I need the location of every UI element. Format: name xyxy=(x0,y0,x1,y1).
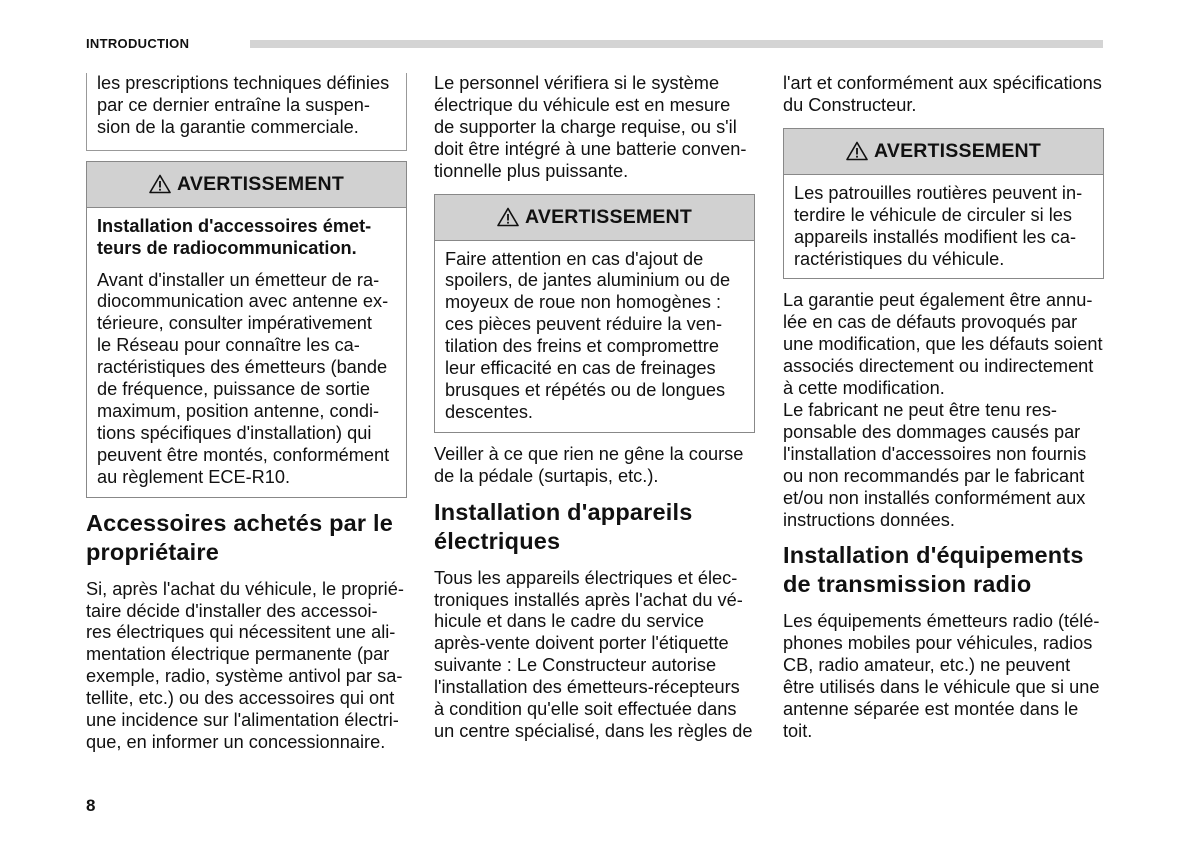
paragraph-continued: l'art et conformément aux spécifications du Constructeur. xyxy=(783,73,1102,115)
page-number: 8 xyxy=(86,796,96,815)
header-rule xyxy=(250,40,1103,48)
column-3 xyxy=(783,73,1104,743)
section-paragraph-electrical: Tous les appareils électriques et élec- troniques installés après l'achat du vé- hicule et dans le cadre du service après-vente doivent porter l'étiquette suivante : Le Constructeur autorise l'installation des émetteurs-récepteurs à condition qu'elle soit effectuée dans un centre spécialisé, dans les règles de xyxy=(434,567,753,741)
section-heading-electrical: Installation d'appareils électriques xyxy=(434,498,693,554)
warning-body xyxy=(87,208,406,497)
warning-box xyxy=(86,161,407,498)
continued-warning-text: les prescriptions techniques définies par ce dernier entraîne la suspen- sion de la garantie commerciale. xyxy=(97,73,390,137)
paragraph-pedal: Veiller à ce que rien ne gêne la course de la pédale (surtapis, etc.). xyxy=(434,443,744,486)
section-heading-radio: Installation d'équipements de transmission radio xyxy=(783,542,1084,598)
warning-text: Avant d'installer un émetteur de ra- diocommunication avec antenne ex- térieure, consulter impérativement le Réseau pour connaître les ca- ractéristiques des émetteurs (bande de fréquence, puissance de sortie maximum, position antenne, condi- tions spécifiques d'installation) qui peuvent être montés, conformément au règlement ECE-R10. xyxy=(97,269,390,487)
paragraph-warranty: La garantie peut également être annu- lée en cas de défauts provoqués par une modification, que les défauts soient associés directement ou indirectement à cette modification. Le fabricant ne peut être tenu res- ponsable des dommages causés par l'installation d'accessoires non fournis ou non recommandés par le fabricant et/ou non installés conformément aux instructions données. xyxy=(783,290,1103,530)
paragraph-electrical-check: Le personnel vérifiera si le système électrique du véhicule est en mesure de supporter la charge requise, ou s'il doit être intégré à une batterie conven- tionnelle plus puissante. xyxy=(434,73,747,181)
warning-box xyxy=(434,194,755,433)
warning-body xyxy=(435,241,754,432)
warning-triangle-icon xyxy=(149,174,171,194)
warning-body xyxy=(784,175,1103,279)
section-title: INTRODUCTION xyxy=(86,36,190,51)
warning-box xyxy=(783,128,1104,280)
section-paragraph-accessories: Si, après l'achat du véhicule, le proprié- taire décide d'installer des accessoi- res électriques qui nécessitent une ali- mentation électrique permanente (par exemple, radio, système antivol par sa- tellite, etc.) ou des accessoires qui ont une incidence sur l'alimentation électri- que, en informer un concessionnaire. xyxy=(86,578,404,752)
warning-text: Faire attention en cas d'ajout de spoilers, de jantes aluminium ou de moyeux de roue non homogènes : ces pièces peuvent réduire la ven- tilation des freins et compromettre leur efficacité en cas de freinages brusques et répétés ou de longues descentes. xyxy=(445,248,731,422)
warning-header xyxy=(435,195,754,241)
warning-title: AVERTISSEMENT xyxy=(874,139,1041,162)
column-2 xyxy=(434,73,755,743)
column-1 xyxy=(86,73,407,754)
section-paragraph-radio: Les équipements émetteurs radio (télé- phones mobiles pour véhicules, radios CB, radio amateur, etc.) ne peuvent être utilisés dans le véhicule que si une antenne séparée est montée dans le toit. xyxy=(783,611,1100,741)
warning-subtitle: Installation d'accessoires émet- teurs de radiocommunication. xyxy=(97,215,372,258)
warning-triangle-icon xyxy=(846,141,868,161)
warning-header xyxy=(784,129,1103,175)
warning-title: AVERTISSEMENT xyxy=(525,205,692,228)
section-heading-accessories: Accessoires achetés par le propriétaire xyxy=(86,509,393,565)
warning-title: AVERTISSEMENT xyxy=(177,172,344,195)
continued-warning-box xyxy=(86,73,407,151)
warning-triangle-icon xyxy=(497,207,519,227)
warning-header xyxy=(87,162,406,208)
warning-text: Les patrouilles routières peuvent in- terdire le véhicule de circuler si les appareils installés modifient les ca- ractéristiques du véhicule. xyxy=(794,182,1083,269)
